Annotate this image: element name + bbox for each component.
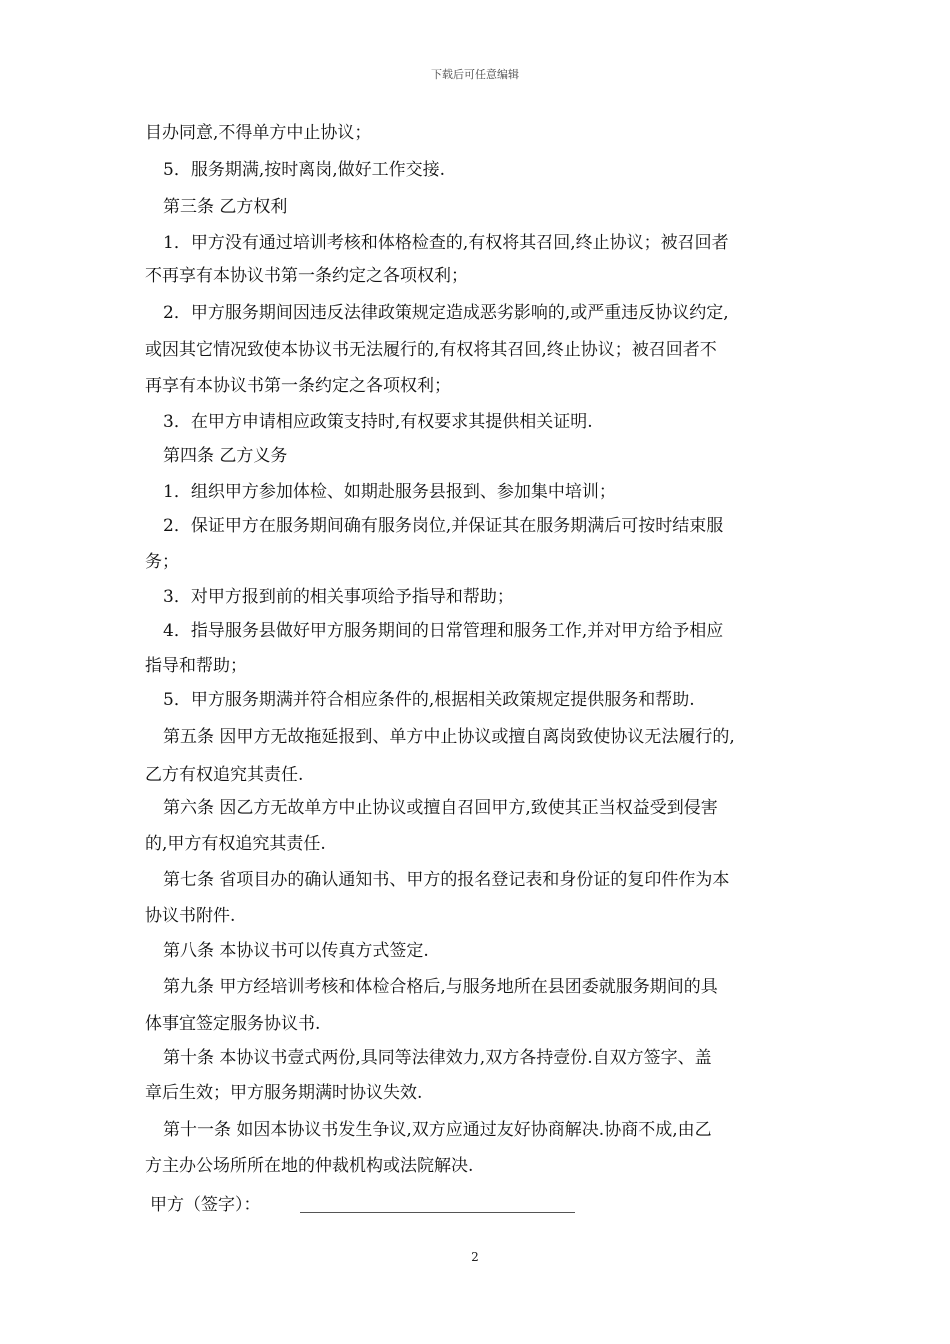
text-line: 章后生效；甲方服务期满时协议失效. xyxy=(145,1083,423,1103)
text-line: 指导和帮助； xyxy=(145,656,247,676)
text-line: 体事宜签定服务协议书. xyxy=(145,1014,321,1034)
clause-heading: 第四条 乙方义务 xyxy=(163,446,288,466)
clause-heading: 第七条 省项目办的确认通知书、甲方的报名登记表和身份证的复印件作为本 xyxy=(163,870,730,890)
text-line: 再享有本协议书第一条约定之各项权利； xyxy=(145,376,451,396)
text-line: 或因其它情况致使本协议书无法履行的,有权将其召回,终止协议；被召回者不 xyxy=(145,340,717,360)
text-line: 3．在甲方申请相应政策支持时,有权要求其提供相关证明. xyxy=(163,412,593,432)
signature-line xyxy=(300,1212,575,1213)
clause-heading: 第十条 本协议书壹式两份,具同等法律效力,双方各持壹份.自双方签字、盖 xyxy=(163,1048,712,1068)
text-line: 1．甲方没有通过培训考核和体格检查的,有权将其召回,终止协议；被召回者 xyxy=(163,233,729,253)
page-header: 下载后可任意编辑 xyxy=(431,68,519,81)
text-line: 乙方有权追究其责任. xyxy=(145,765,304,785)
text-line: 目办同意,不得单方中止协议； xyxy=(145,123,372,143)
text-line: 2．甲方服务期间因违反法律政策规定造成恶劣影响的,或严重违反协议约定, xyxy=(163,303,729,323)
text-line: 务； xyxy=(145,552,179,572)
clause-heading: 第十一条 如因本协议书发生争议,双方应通过友好协商解决.协商不成,由乙 xyxy=(163,1120,712,1140)
clause-heading: 第九条 甲方经培训考核和体检合格后,与服务地所在县团委就服务期间的具 xyxy=(163,977,718,997)
text-line: 协议书附件. xyxy=(145,906,236,926)
page-number: 2 xyxy=(471,1250,479,1264)
clause-heading: 第六条 因乙方无故单方中止协议或擅自召回甲方,致使其正当权益受到侵害 xyxy=(163,798,718,818)
text-line: 3．对甲方报到前的相关事项给予指导和帮助； xyxy=(163,587,514,607)
text-line: 不再享有本协议书第一条约定之各项权利； xyxy=(145,266,468,286)
text-line: 5．甲方服务期满并符合相应条件的,根据相关政策规定提供服务和帮助. xyxy=(163,690,695,710)
clause-heading: 第三条 乙方权利 xyxy=(163,197,288,217)
text-line: 4．指导服务县做好甲方服务期间的日常管理和服务工作,并对甲方给予相应 xyxy=(163,621,724,641)
text-line: 1．组织甲方参加体检、如期赴服务县报到、参加集中培训； xyxy=(163,482,616,502)
clause-heading: 第八条 本协议书可以传真方式签定. xyxy=(163,941,429,961)
text-line: 的,甲方有权追究其责任. xyxy=(145,834,326,854)
text-line: 5．服务期满,按时离岗,做好工作交接. xyxy=(163,160,446,180)
clause-heading: 第五条 因甲方无故拖延报到、单方中止协议或擅自离岗致使协议无法履行的, xyxy=(163,727,735,747)
signature-label: 甲方（签字）： xyxy=(150,1195,261,1215)
text-line: 2．保证甲方在服务期间确有服务岗位,并保证其在服务期满后可按时结束服 xyxy=(163,516,724,536)
text-line: 方主办公场所所在地的仲裁机构或法院解决. xyxy=(145,1156,474,1176)
